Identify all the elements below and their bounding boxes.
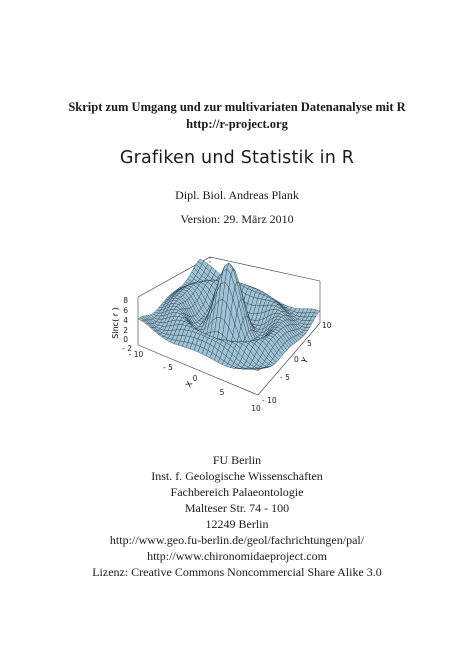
- y-tick: 5: [307, 339, 312, 348]
- y-tick: 0: [294, 355, 299, 364]
- z-tick: 0: [123, 335, 128, 344]
- x-tick: 10: [251, 404, 261, 413]
- surface-mesh: [138, 259, 320, 371]
- x-axis-label: X: [183, 379, 195, 389]
- footer-line: Inst. f. Geologische Wissenschaften: [151, 469, 323, 483]
- footer-line: FU Berlin: [212, 453, 262, 467]
- surface-facet: [254, 369, 260, 371]
- footer-line: 12249 Berlin: [205, 517, 269, 531]
- z-tick: 4: [123, 316, 128, 325]
- z-tick: 6: [123, 306, 128, 315]
- z-tick: 8: [123, 296, 128, 305]
- x-tick: - 10: [128, 350, 144, 359]
- sinc-surface-plot: [110, 245, 360, 425]
- footer-line: Malteser Str. 74 - 100: [184, 501, 290, 515]
- y-axis-label: Y: [299, 356, 311, 365]
- x-tick: 5: [219, 388, 225, 397]
- z-tick: 2: [123, 326, 128, 335]
- y-tick: - 10: [262, 396, 277, 405]
- subtitle-line-2: http://r-project.org: [186, 117, 288, 131]
- x-tick: - 5: [163, 363, 173, 372]
- document-title: Grafiken und Statistik in R: [119, 148, 355, 168]
- author: Dipl. Biol. Andreas Plank: [175, 188, 299, 202]
- footer-link[interactable]: http://www.chironomidaeproject.com: [147, 549, 327, 563]
- version-date: Version: 29. März 2010: [180, 212, 294, 226]
- license-line: Lizenz: Creative Commons Noncommercial Share Alike 3.0: [92, 565, 382, 579]
- z-tick: - 2: [122, 344, 132, 353]
- x-tick: 0: [192, 374, 198, 383]
- subtitle-line-1: Skript zum Umgang und zur multivariaten Datenanalyse mit R: [68, 100, 406, 114]
- z-axis-label: Sinc( r ): [111, 307, 120, 339]
- footer-link[interactable]: http://www.geo.fu-berlin.de/geol/fachrichtungen/pal/: [109, 533, 365, 547]
- footer-line: Fachbereich Palaeontologie: [170, 485, 304, 499]
- y-tick: 10: [322, 321, 332, 330]
- y-tick: - 5: [280, 373, 290, 382]
